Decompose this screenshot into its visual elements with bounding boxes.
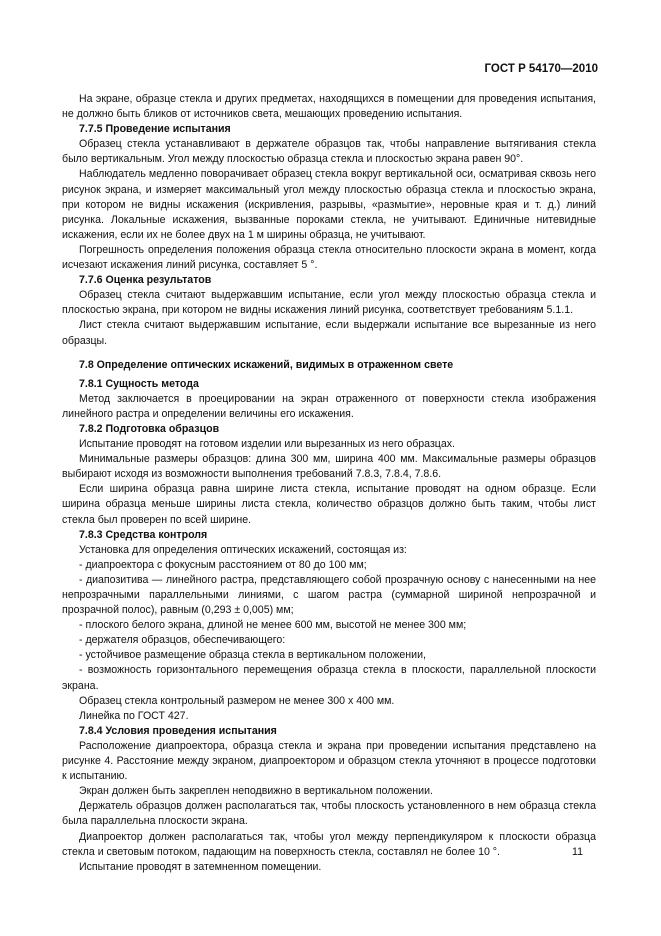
sub-list-item: - устойчивое размещение образца стекла в вертикальном положении, bbox=[79, 649, 426, 662]
paragraph: Образец стекла устанавливают в держателе образцов так, чтобы направление вытягивания стекла было вертикальным. Угол между плоскостью образца стекла и плоскостью экрана равен 90°. bbox=[62, 138, 596, 166]
paragraph: Экран должен быть закреплен неподвижно в вертикальном положении. bbox=[79, 785, 433, 798]
list-item: - держателя образцов, обеспечивающего: bbox=[79, 634, 286, 647]
paragraph: Минимальные размеры образцов: длина 300 мм, ширина 400 мм. Максимальные размеры образцов выбирают исходя из возможности выполнения требований 7.8.3, 7.8.4, 7.8.6. bbox=[62, 453, 596, 481]
paragraph: Образец стекла контрольный размером не менее 300 х 400 мм. bbox=[79, 694, 395, 707]
section-heading-7-8: 7.8 Определение оптических искажений, видимых в отраженном свете bbox=[79, 358, 454, 371]
section-heading-7-7-5: 7.7.5 Проведение испытания bbox=[79, 123, 231, 136]
paragraph: Диапроектор должен располагаться так, чтобы угол между перпендикуляром к плоскости образца стекла и световым потоком, падающим на поверхность стекла, составлял не более 10 °. bbox=[62, 830, 596, 858]
paragraph: Испытание проводят на готовом изделии или вырезанных из него образцах. bbox=[79, 438, 456, 451]
section-heading-7-7-6: 7.7.6 Оценка результатов bbox=[79, 274, 212, 287]
page-number: 11 bbox=[572, 846, 583, 858]
paragraph: На экране, образце стекла и других предметах, находящихся в помещении для проведения испытания, не должно быть бликов от источников света, мешающих проведению испытания. bbox=[62, 93, 596, 121]
document-body bbox=[62, 92, 596, 875]
section-heading-7-8-4: 7.8.4 Условия проведения испытания bbox=[79, 724, 277, 737]
section-heading-7-8-2: 7.8.2 Подготовка образцов bbox=[79, 422, 220, 435]
paragraph: Расположение диапроектора, образца стекла и экрана при проведении испытания представлено на рисунке 4. Расстояние между экраном, диапроектором и образцом стекла уточняют в процессе подготовки к испытанию. bbox=[62, 739, 596, 783]
section-heading-7-8-3: 7.8.3 Средства контроля bbox=[79, 528, 208, 541]
sub-list-item: - возможность горизонтального перемещения образца стекла в плоскости, параллельной плоскости экрана. bbox=[62, 664, 596, 692]
paragraph: Образец стекла считают выдержавшим испытание, если угол между плоскостью образца стекла и плоскостью экрана, при котором не видны искажения линий рисунка, соответствует требованиям 5.1.1. bbox=[62, 289, 596, 317]
paragraph: Погрешность определения положения образца стекла относительно плоскости экрана в момент, когда исчезают искажения линий рисунка, составляет 5 °. bbox=[62, 243, 596, 272]
paragraph: Лист стекла считают выдержавшим испытание, если выдержали испытание все вырезанные из него образцы. bbox=[62, 319, 596, 347]
paragraph: Линейка по ГОСТ 427. bbox=[79, 709, 189, 722]
paragraph: Наблюдатель медленно поворачивает образец стекла вокруг вертикальной оси, осматривая сквозь него рисунок экрана, и измеряет максимальный угол между плоскостью образца стекла и плоскостью экрана, при котором не видны искажения (искривления, разрывы, «размытие», неровные края и т. д.) линий рисунка. Локальные искажения, вызванные пороками стекла, не учитывают. Единичные нитевидные искажения, если их не более двух на 1 м ширины образца, не учитывают. bbox=[62, 168, 596, 241]
paragraph: Если ширина образца равна ширине листа стекла, испытание проводят на одном образце. Если ширина образца меньше ширины листа стекла, количество образцов должно быть таким, чтобы лист стекла был проверен по всей ширине. bbox=[62, 483, 596, 526]
paragraph: Метод заключается в проецировании на экран отраженного от поверхности стекла изображения линейного растра и определении величины его искажения. bbox=[62, 392, 596, 420]
paragraph: Держатель образцов должен располагаться так, чтобы плоскость установленного в нем образца стекла была параллельна плоскости экрана. bbox=[62, 800, 596, 828]
list-item: - диапозитива — линейного растра, представляющего собой прозрачную основу с нанесенными на нее непрозрачными параллельными линиями, с шагом растра (суммарной шириной непрозрачной и прозрачной полос), равным (0,293 ± 0,005) мм; bbox=[62, 573, 596, 617]
standard-code: ГОСТ Р 54170—2010 bbox=[484, 63, 598, 75]
list-item: - диапроектора с фокусным расстоянием от 80 до 100 мм; bbox=[79, 558, 367, 571]
paragraph: Испытание проводят в затемненном помещении. bbox=[79, 860, 322, 873]
paragraph: Установка для определения оптических искажений, состоящая из: bbox=[79, 543, 407, 556]
section-heading-7-8-1: 7.8.1 Сущность метода bbox=[79, 377, 199, 390]
list-item: - плоского белого экрана, длиной не менее 600 мм, высотой не менее 300 мм; bbox=[79, 619, 467, 632]
